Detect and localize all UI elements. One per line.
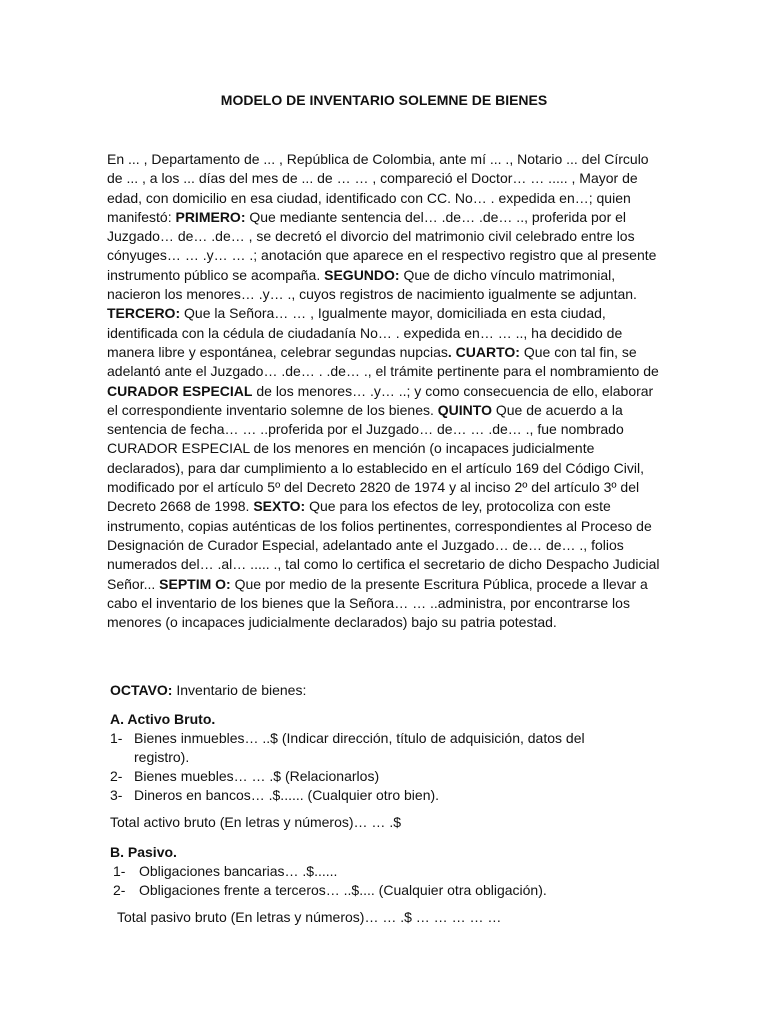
activo-heading: A. Activo Bruto. <box>110 711 216 727</box>
sexto-label: SEXTO: <box>253 498 306 515</box>
list-item: 1- Obligaciones bancarias… .$...... <box>113 863 338 879</box>
document-title: MODELO DE INVENTARIO SOLEMNE DE BIENES <box>220 92 548 108</box>
list-item: 3- Dineros en bancos… .$...... (Cualquier otro bien). <box>110 787 440 803</box>
segundo-label: SEGUNDO: <box>324 266 400 283</box>
pasivo-total: Total pasivo bruto (En letras y números)… … .$ … … … … … <box>117 909 502 925</box>
main-paragraph <box>107 150 662 632</box>
activo-total: Total activo bruto (En letras y números)… … .$ <box>110 814 401 830</box>
curador-label: CURADOR ESPECIAL <box>107 382 253 399</box>
primero-label: PRIMERO: <box>175 208 246 225</box>
septimo-text: Que por medio de la presente Escritura Pública, procede a llevar a cabo el inventario de los bienes que la Señora… … ..administra, por encontrarse los menores (o incapaces judicialmente declarados) bajo su patria potestad. <box>107 575 648 631</box>
octavo-label: OCTAVO: <box>110 682 173 698</box>
curador-text: de los menores… .y… ..; y como consecuencia de ello, elaborar el correspondiente inventario solemne de los bienes. <box>107 382 654 418</box>
tercero-label: TERCERO: <box>107 305 181 322</box>
list-item: 1- Bienes inmuebles… ..$ (Indicar dirección, título de adquisición, datos del registro). <box>110 730 585 765</box>
segundo-text: Que de dicho vínculo matrimonial, nacieron los menores… .y… ., cuyos registros de nacimiento igualmente se adjuntan. <box>107 266 637 303</box>
cuarto-label: . CUARTO: <box>447 343 520 360</box>
tercero-text: Que la Señora… … , Igualmente mayor, domiciliada en esta ciudad, identificada con la cédula de ciudadanía No… . expedida en… … .., ha decidido de manera libre y espontánea, celebrar segundas nupcias <box>107 305 623 360</box>
sexto-text: Que para los efectos de ley, protocoliza con este instrumento, copias auténticas de los folios pertinentes, correspondientes al Proceso de Designación de Curador Especial, adelantado ante el Juzgado… de… de… ., folios numerados del… .al… ..... ., tal como lo certifica el secretario de dicho Despacho Judicial Señor... <box>107 498 660 592</box>
list-item: 2- Bienes muebles… … .$ (Relacionarlos) <box>110 768 380 784</box>
septimo-label: SEPTIM O: <box>159 575 231 592</box>
activo-section <box>110 710 620 805</box>
pasivo-heading: B. Pasivo. <box>110 844 177 860</box>
quinto-text: Que de acuerdo a la sentencia de fecha… … ..proferida por el Juzgado… de… … .de… ., fue nombrado CURADOR ESPECIAL de los menores en mención (o incapaces judicialmente declarados), para dar cumplimiento a lo establecido en el artículo 169 del Código Civil, modificado por el artículo 5º del Decreto 2820 de 1974 y al inciso 2º del artículo 3º del Decreto 2668 de 1998. <box>107 401 644 515</box>
primero-text: Que mediante sentencia del… .de… .de… .., proferida por el Juzgado… de… .de… , se decretó el divorcio del matrimonio civil celebrado entre los cónyuges… … .y… … .; anotación que aparece en el respectivo registro que al presente instrumento público se acompaña. <box>107 208 657 283</box>
pasivo-section <box>110 843 650 900</box>
list-item: 2- Obligaciones frente a terceros… ..$.... (Cualquier otra obligación). <box>113 882 547 898</box>
octavo-text: Inventario de bienes: <box>172 682 307 698</box>
quinto-label: QUINTO <box>437 401 492 418</box>
intro-text: En ... , Departamento de ... , República de Colombia, ante mí ... ., Notario ... del Círculo de ... , a los ... días del mes de ... de … … , compareció el Doctor… … ..... , Mayor de edad, con domicilio en esa ciudad, identificado con CC. No… . expedida en…; quien manifestó: <box>107 151 649 225</box>
octavo-section <box>110 681 650 700</box>
cuarto-text: Que con tal fin, se adelantó ante el Juzgado… .de… . .de… ., el trámite pertinente para el nombramiento de <box>107 343 659 380</box>
